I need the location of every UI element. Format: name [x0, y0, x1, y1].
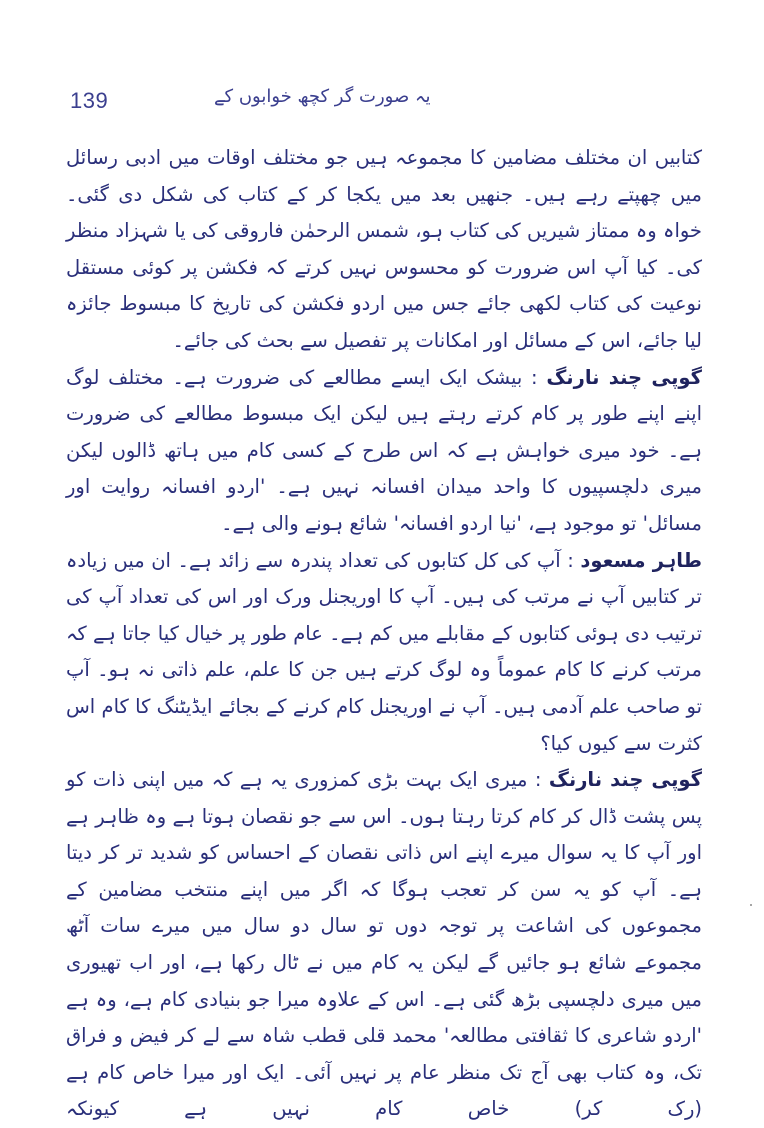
paragraph-answer-1 [66, 360, 702, 543]
paragraph-question-continued: کتابیں ان مختلف مضامین کا مجموعہ ہیں جو مختلف اوقات میں ادبی رسائل میں چھپتے رہے ہیں۔ جنھیں بعد میں یکجا کر کے کتاب کی شکل دی گئی۔ خواہ وہ ممتاز شیریں کی کتاب ہو، شمس الرحمٰن فاروقی کی یا شہزاد منظر کی۔ کیا آپ اس ضرورت کو محسوس نہیں کرتے کہ فکشن پر کوئی مستقل نوعیت کی کتاب لکھی جائے جس میں اردو فکشن کی تاریخ کا مبسوط جائزہ لیا جائے، اس کے مسائل اور امکانات پر تفصیل سے بحث کی جائے۔ [66, 146, 702, 352]
speaker-separator: : [560, 548, 581, 572]
interview-text [66, 140, 702, 1128]
paragraph-question-2 [66, 543, 702, 763]
paragraph-answer-2 [66, 762, 702, 1128]
page-number: 139 [70, 88, 109, 113]
speaker-name: گوپی چند نارنگ [546, 365, 703, 389]
answer-text: میری ایک بہت بڑی کمزوری یہ ہے کہ میں اپنی ذات کو پس پشت ڈال کر کام کرتا رہتا ہوں۔ اس سے جو نقصان ہوتا ہے وہ ظاہر ہے اور آپ کا یہ سوال میرے اپنے اس ذاتی نقصان کے احساس کو شدید تر کر دیتا ہے۔ آپ کو یہ سن کر تعجب ہوگا کہ اگر میں اپنے منتخب مضامین کے مجموعوں کی اشاعت پر توجہ دوں تو سال دو سال میں میرے سات آٹھ مجموعے شائع ہو جائیں گے لیکن یہ کام میں نے ٹال رکھا ہے، اور اب تھیوری میں میری دلچسپی بڑھ گئی ہے۔ اس کے علاوہ میرا جو بنیادی کام ہے، وہ ہے 'اردو شاعری کا ثقافتی مطالعہ' محمد قلی قطب شاہ سے لے کر فیض و فراق تک، وہ کتاب بھی آج تک منظر عام پر نہیں آئی۔ ایک اور میرا خاص کام ہے (رک کر) خاص کام نہیں ہے کیونکہ [66, 768, 702, 1121]
answer-text: بیشک ایک ایسے مطالعے کی ضرورت ہے۔ مختلف لوگ اپنے اپنے طور پر کام کرتے رہتے ہیں لیکن ایک مبسوط مطالعے کی ضرورت ہے۔ خود میری خواہش ہے کہ اس طرح کے کسی کام میں ہاتھ ڈالوں لیکن میری دلچسپیوں کا واحد میدان افسانہ نہیں ہے۔ 'اردو افسانہ روایت اور مسائل' تو موجود ہے، 'نیا اردو افسانہ' شائع ہونے والی ہے۔ [66, 365, 702, 535]
page-header [64, 84, 704, 124]
question-text: آپ کی کل کتابوں کی تعداد پندرہ سے زائد ہے۔ ان میں زیادہ تر کتابیں آپ نے مرتب کی ہیں۔ آپ کا اوریجنل ورک اور اس کی تعداد آپ کی ترتیب دی ہوئی کتابوں کے مقابلے میں کم ہے۔ عام طور پر خیال کیا جاتا ہے کہ مرتب کرنے کا کام عموماً وہ لوگ کرتے ہیں جن کا علم، علم ذاتی نہ ہو۔ آپ تو صاحب علم آدمی ہیں۔ آپ نے اوریجنل کام کرنے کے بجائے ایڈیٹنگ کا کام اس کثرت سے کیوں کیا؟ [66, 548, 702, 755]
speaker-separator: : [522, 365, 547, 389]
speaker-name: طاہر مسعود [580, 548, 702, 572]
margin-speck [750, 904, 752, 906]
speaker-name: گوپی چند نارنگ [548, 768, 702, 792]
speaker-separator: : [527, 768, 549, 792]
running-title: یہ صورت گر کچھ خوابوں کے [214, 86, 431, 107]
